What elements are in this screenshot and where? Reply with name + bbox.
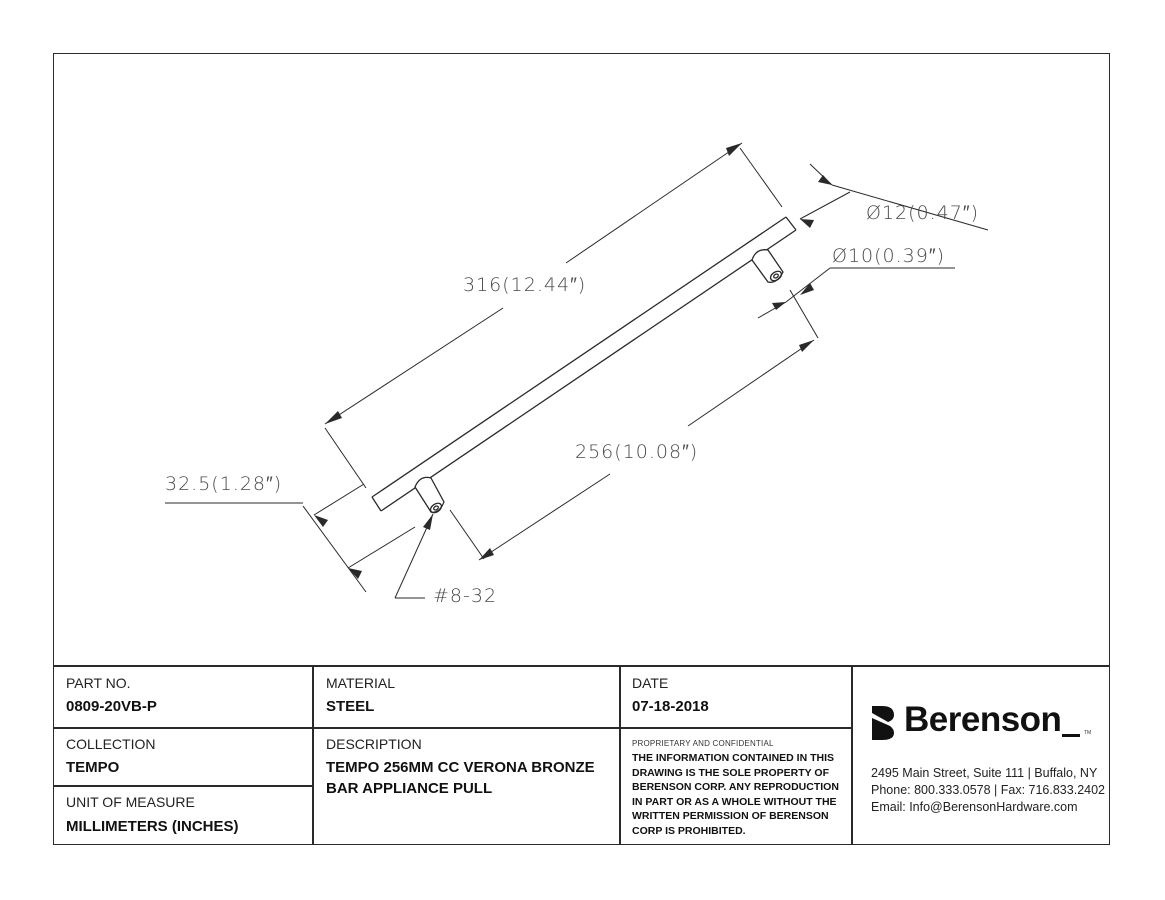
title-block-col1-divider: [312, 665, 314, 845]
arrow-dia12-bottom: [800, 219, 814, 228]
right-post: [752, 250, 783, 283]
notice-body: THE INFORMATION CONTAINED IN THIS DRAWING IS THE SOLE PROPERTY OF BERENSON CORP. ANY REPRODUCTION IN PART OR AS A WHOLE WITHOUT THE WRITTEN PERMISSION OF BERENSON CORP IS PROHIBITED.: [632, 752, 839, 837]
pull-outline: [372, 217, 796, 515]
trademark: TM: [1084, 730, 1092, 736]
label-post-diameter: Ø10(0.39″): [832, 245, 945, 267]
arrow-256-right: [799, 340, 814, 352]
material-value: STEEL: [326, 698, 375, 715]
title-block-col3-divider: [851, 665, 853, 845]
arrow-thread: [423, 514, 433, 530]
label-projection: 32.5(1.28″): [165, 473, 283, 495]
company-address: 2495 Main Street, Suite 111 | Buffalo, NY: [871, 766, 1098, 780]
berenson-b-mark-icon: [870, 704, 896, 742]
label-bar-diameter: Ø12(0.47″): [866, 202, 979, 224]
material-label: MATERIAL: [326, 675, 395, 691]
arrow-256-left: [479, 548, 494, 560]
bar-end-left: [372, 497, 381, 511]
label-center-to-center: 256(10.08″): [575, 441, 699, 463]
arrow-32-top: [314, 515, 328, 527]
title-block-col2-divider: [619, 665, 621, 845]
bar-end-right: [786, 217, 796, 230]
brand-underline: [1062, 734, 1080, 737]
collection-value: TEMPO: [66, 759, 120, 776]
part-no-value: 0809-20VB-P: [66, 698, 157, 715]
unit-of-measure-label: UNIT OF MEASURE: [66, 794, 195, 810]
title-block-top-border: [53, 665, 1110, 667]
date-value: 07-18-2018: [632, 698, 709, 715]
arrow-316-left: [325, 411, 342, 424]
label-overall-length: 316(12.44″): [463, 274, 587, 296]
arrow-dia12-top: [818, 175, 832, 185]
part-no-label: PART NO.: [66, 675, 131, 691]
dimension-labels: [165, 202, 979, 607]
arrow-316-right: [726, 143, 742, 156]
left-post: [415, 477, 444, 512]
title-block-row1-divider: [53, 727, 852, 729]
company-email: Email: Info@BerensonHardware.com: [871, 800, 1078, 814]
notice-heading: PROPRIETARY AND CONFIDENTIAL: [632, 739, 774, 748]
company-name: Berenson: [904, 700, 1062, 739]
description-label: DESCRIPTION: [326, 736, 422, 752]
description-value: TEMPO 256MM CC VERONA BRONZE BAR APPLIANCE PULL: [326, 759, 595, 797]
title-block-row2-divider: [53, 785, 313, 787]
bar-edge-bottom: [381, 230, 796, 511]
collection-label: COLLECTION: [66, 736, 156, 752]
dimension-lines: [165, 143, 988, 598]
unit-of-measure-value: MILLIMETERS (INCHES): [66, 818, 239, 835]
label-thread: #8-32: [433, 585, 498, 607]
date-label: DATE: [632, 675, 669, 691]
company-phone-fax: Phone: 800.333.0578 | Fax: 716.833.2402: [871, 783, 1105, 797]
